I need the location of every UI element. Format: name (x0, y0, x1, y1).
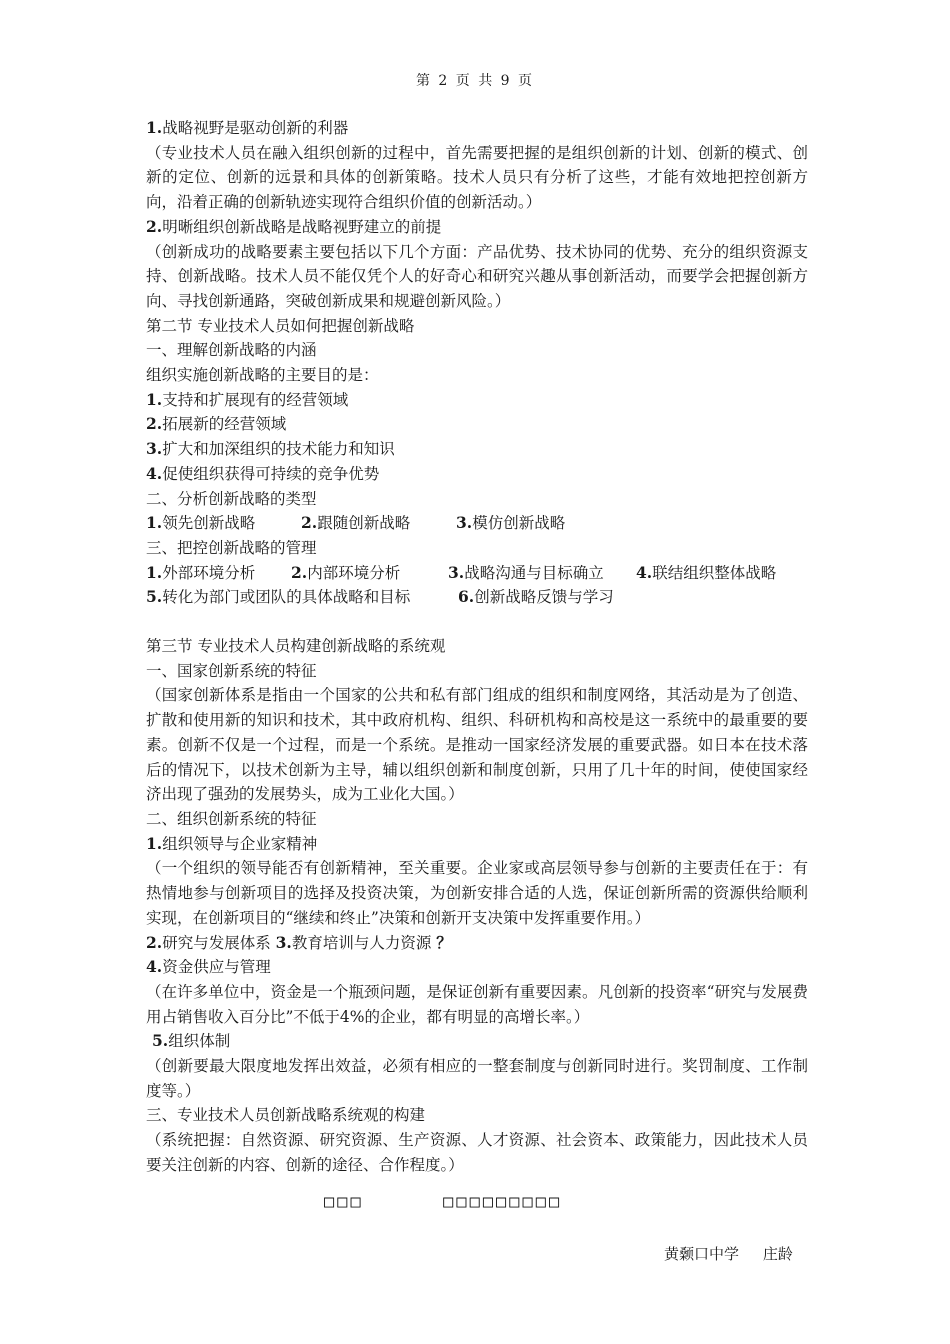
list-item: 2.拓展新的经营领域 (146, 414, 287, 434)
subheading-1: 1.战略视野是驱动创新的利器 (146, 118, 349, 137)
footer-signature (664, 1243, 793, 1264)
strategy-type: 1.领先创新战略 (146, 513, 256, 533)
list-item: 5.组织体制 (152, 1031, 231, 1051)
list-item: 1.组织领导与企业家精神 (146, 833, 318, 853)
section-3-title: 第三节 专业技术人员构建创新战略的系统观 (146, 637, 446, 656)
management-item: 6.创新战略反馈与学习 (458, 587, 614, 607)
section-2-intro: 组织实施创新战略的主要目的是： (146, 366, 379, 385)
section-2-heading-2: 二、分析创新战略的类型 (146, 489, 317, 508)
paragraph-1: （专业技术人员在融入组织创新的过程中，首先需要把握的是组织创新的计划、创新的模式、创新的定位、创新的远景和具体的创新策略。技术人员只有分析了这些，才能有效地把控创新方向，沿着正确的创新轨迹实现符合组织价值的创新活动。） (146, 143, 808, 212)
management-row-2 (146, 585, 808, 610)
section-3-heading-3: 三、专业技术人员创新战略系统观的构建 (146, 1106, 426, 1125)
section-2-heading-3: 三、把控创新战略的管理 (146, 538, 317, 557)
strategy-types-row (146, 511, 808, 536)
list-item: 4.资金供应与管理 (146, 957, 271, 977)
school-name: 黄颡口中学 (664, 1245, 740, 1263)
paragraph-2: （创新成功的战略要素主要包括以下几个方面：产品优势、技术协同的优势、充分的组织资源支持、创新战略。技术人员不能仅凭个人的好奇心和研究兴趣从事创新活动，而要学会把握创新方向、寻找创新通路，突破创新成果和规避创新风险。） (146, 242, 808, 310)
section-2-title: 第二节 专业技术人员如何把握创新战略 (146, 316, 415, 335)
paragraph-3: （国家创新体系是指由一个国家的公共和私有部门组成的组织和制度网络，其活动是为了创造、扩散和使用新的知识和技术，其中政府机构、组织、科研机构和高校是这一系统中的最重要的要素。创新不仅是一个过程，而是一个系统。是推动一国家经济发展的重要武器。如日本在技术落后的情况下，以技术创新为主导，辅以组织创新和制度创新，只用了几十年的时间，使使国家经济出现了强劲的发展势头，成为工业化大国。） (146, 686, 808, 804)
section-2-heading-1: 一、理解创新战略的内涵 (146, 341, 317, 360)
section-3-heading-2: 二、组织创新系统的特征 (146, 809, 317, 828)
document-body (146, 116, 808, 1178)
list-item: 3.扩大和加深组织的技术能力和知识 (146, 439, 395, 459)
paragraph-7: （系统把握：自然资源、研究资源、生产资源、人才资源、社会资本、政策能力，因此技术人员要关注创新的内容、创新的途径、合作程度。） (146, 1131, 808, 1174)
author-name: 庄龄 (762, 1245, 793, 1263)
section-3-heading-1: 一、国家创新系统的特征 (146, 661, 317, 680)
strategy-type: 2.跟随创新战略 (301, 513, 411, 533)
management-item: 5.转化为部门或团队的具体战略和目标 (146, 587, 411, 607)
paragraph-6: （创新要最大限度地发挥出效益，必须有相应的一整套制度与创新同时进行。奖罚制度、工作制度等。） (146, 1057, 808, 1100)
list-item: 4.促使组织获得可持续的竞争优势 (146, 463, 380, 483)
paragraph-4: （一个组织的领导能否有创新精神，至关重要。企业家或高层领导参与创新的主要责任在于：有热情地参与创新项目的选择及投资决策，为创新安排合适的人选，保证创新所需的资源供给顺利实现，在创新项目的“继续和终止”决策和创新开支决策中发挥重要作用。） (146, 859, 808, 927)
list-item: 2.研究与发展体系 3.教育培训与人力资源 ？ (146, 932, 452, 952)
management-item: 1.外部环境分析 (146, 562, 256, 582)
subheading-2: 2.明晰组织创新战略是战略视野建立的前提 (146, 216, 442, 236)
garbled-text-line: □□□ □□□□□□□□□ (324, 1192, 563, 1212)
management-row-1 (146, 561, 808, 586)
management-item: 2.内部环境分析 (291, 562, 401, 582)
list-item: 1.支持和扩展现有的经营领域 (146, 389, 349, 409)
page-number-header: 第 2 页 共 9 页 (415, 73, 535, 89)
management-item: 4.联结组织整体战略 (636, 562, 777, 582)
management-item: 3.战略沟通与目标确立 (448, 562, 604, 582)
paragraph-5: （在许多单位中，资金是一个瓶颈问题，是保证创新有重要因素。凡创新的投资率“研究与发展费用占销售收入百分比”不低于4%的企业，都有明显的高增长率。） (146, 982, 808, 1026)
blank-line (146, 610, 808, 634)
strategy-type: 3.模仿创新战略 (456, 513, 566, 533)
